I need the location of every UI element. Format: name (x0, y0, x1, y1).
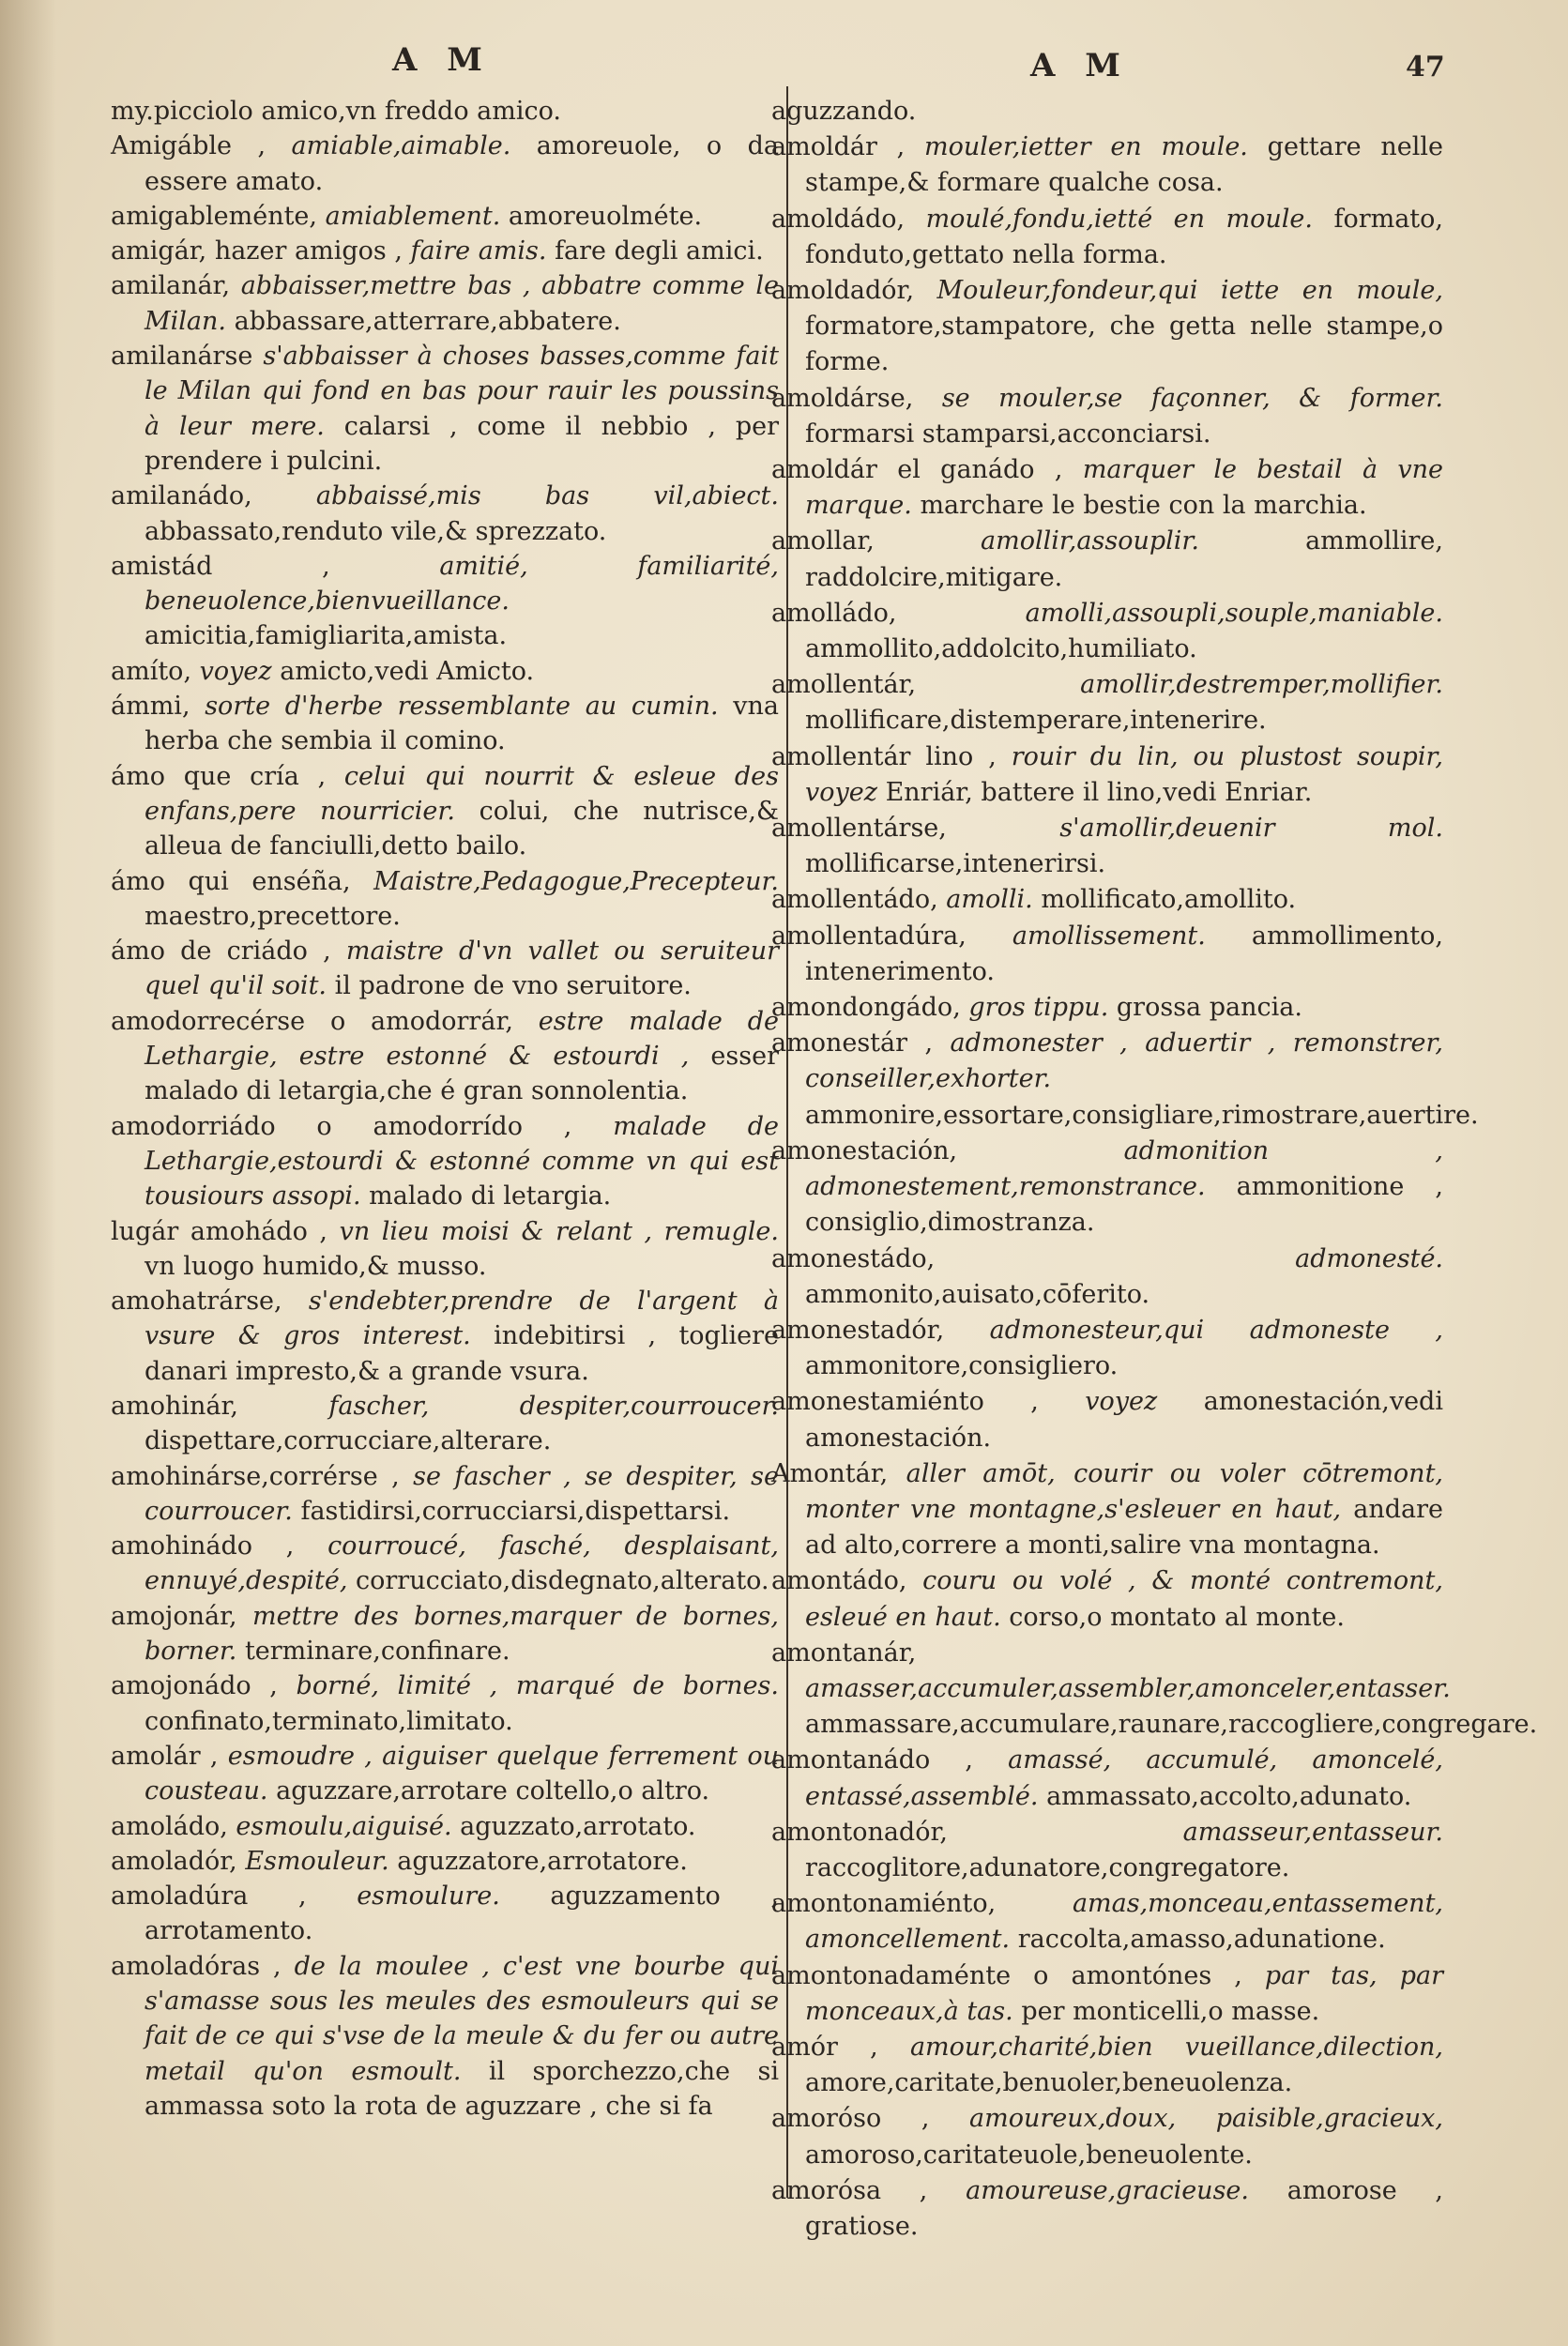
dictionary-entry (771, 1134, 1443, 1242)
entry-french: esmoulu,aiguisé. (236, 1811, 452, 1841)
entry-italian: indebitirsi , togliere danari impresto,& a grande vsura. (145, 1321, 779, 1386)
dictionary-entry (111, 1459, 779, 1530)
dictionary-entry (771, 94, 1443, 129)
entry-french: rouir du lin, ou plustost soupir, voyez (805, 741, 1443, 807)
entry-italian: ammonitione , consiglio,dimostranza. (805, 1172, 1443, 1238)
entry-headword: amoldadór, (771, 276, 915, 306)
dictionary-entry (771, 919, 1443, 990)
page-edge-shadow (0, 0, 56, 2346)
entry-headword: aguzzando. (771, 97, 917, 126)
entry-italian: abbassare,atterrare,abbatere. (234, 306, 621, 336)
entry-italian: mollificato,amollito. (1041, 885, 1297, 915)
dictionary-entry (771, 524, 1443, 595)
page-header (0, 41, 1568, 98)
entry-headword: amollentádo, (771, 885, 938, 915)
entry-headword: amollentárse, (771, 814, 947, 844)
entry-headword: amonestádo, (771, 1243, 936, 1273)
entry-italian: raccolta,amasso,adunatione. (1017, 1925, 1386, 1955)
entry-italian: vna herba che sembia il comino. (145, 692, 779, 756)
entry-french: amoureuse,gracieuse. (966, 2175, 1249, 2205)
entry-headword: amontádo, (771, 1566, 907, 1596)
dictionary-entry (111, 689, 779, 759)
entry-headword: amollentadúra, (771, 921, 967, 951)
entry-headword: amonestamiénto , (771, 1387, 1039, 1417)
entry-italian: ammollimento, intenerimento. (805, 921, 1443, 986)
entry-italian: aguzzare,arrotare coltello,o altro. (276, 1776, 710, 1806)
entry-headword: amolládo, (771, 598, 897, 628)
dictionary-entry (111, 1389, 779, 1459)
dictionary-entry (111, 129, 779, 199)
entry-italian: raccoglitore,adunatore,congregatore. (805, 1852, 1290, 1882)
entry-italian: per monticelli,o masse. (1021, 1996, 1320, 2026)
entry-italian: amonestación,vedi amonestación. (805, 1387, 1443, 1453)
entry-headword: amoróso , (771, 2104, 930, 2134)
dictionary-entry (771, 381, 1443, 452)
entry-french: s'endebter,prendre de l'argent à vsure & gros interest. (145, 1287, 779, 1351)
dictionary-entry (111, 654, 779, 689)
entry-french: courroucé, fasché, desplaisant, ennuyé,despité, (145, 1531, 779, 1596)
dictionary-entry (771, 202, 1443, 273)
dictionary-entry (771, 1456, 1443, 1564)
entry-italian: confinato,terminato,limitato. (145, 1706, 513, 1736)
dictionary-entry (771, 882, 1443, 918)
entry-french: amitié, familiarité, beneuolence,bienvueillance. (145, 551, 779, 617)
right-column (771, 94, 1538, 2245)
dictionary-entry (771, 739, 1443, 811)
entry-italian: formarsi stamparsi,acconciarsi. (805, 419, 1211, 449)
entry-french: mettre des bornes,marquer de bornes, borner. (145, 1601, 779, 1667)
entry-headword: amigár, hazer amigos , (111, 236, 403, 267)
dictionary-entry (771, 1886, 1443, 1958)
entry-french: amollir,destremper,mollifier. (1080, 670, 1443, 700)
entry-french: maistre d'vn vallet ou seruiteur quel qu'il soit. (145, 937, 779, 1001)
entry-italian: aguzzato,arrotato. (460, 1811, 696, 1841)
dictionary-entry (771, 667, 1443, 739)
entry-italian: marchare le bestie con la marchia. (920, 491, 1367, 521)
entry-headword: amolár , (111, 1741, 219, 1771)
entry-italian: amorose , gratiose. (805, 2175, 1443, 2241)
entry-italian: ammollito,addolcito,humiliato. (805, 634, 1197, 664)
entry-italian: amoroso,caritateuole,beneuolente. (805, 2140, 1253, 2170)
entry-italian: mollificare,distemperare,intenerire. (805, 706, 1267, 736)
entry-italian: Enriár, battere il lino,vedi Enriar. (885, 777, 1313, 807)
entry-french: abbaisser,mettre bas , abbatre comme le Milan. (145, 271, 779, 336)
entry-headword: Amigáble , (111, 131, 266, 161)
dictionary-entry (771, 452, 1443, 524)
dictionary-entry (111, 1214, 779, 1285)
entry-french: voyez (199, 656, 272, 686)
entry-headword: amoládo, (111, 1811, 228, 1841)
entry-italian: gettare nelle stampe,& formare qualche cosa. (805, 132, 1443, 198)
entry-italian: il sporchezzo,che si ammassa soto la rota de aguzzare , che si fa (145, 2056, 780, 2121)
entry-italian: ammonitore,consigliero. (805, 1351, 1119, 1381)
entry-italian: fare degli amici. (555, 236, 764, 267)
entry-italian: abbassato,renduto vile,& sprezzato. (145, 516, 607, 546)
entry-french: amolli,assoupli,souple,maniable. (1025, 598, 1443, 628)
dictionary-entry (771, 1815, 1443, 1886)
entry-french: Mouleur,fondeur,qui iette en moule, (936, 276, 1443, 306)
dictionary-entry (111, 94, 779, 129)
entry-french: admonester , aduertir , remonstrer, conseiller,exhorter. (805, 1028, 1443, 1094)
entry-french: admonesteur,qui admoneste , (989, 1315, 1443, 1345)
entry-headword: amistád , (111, 551, 330, 581)
entry-italian: ammonire,essortare,consigliare,rimostrare,auertire. (805, 1100, 1479, 1130)
dictionary-entry (771, 1026, 1479, 1134)
entry-italian: amoreuole, o da essere amato. (145, 131, 779, 196)
entry-headword: amonestár , (771, 1028, 934, 1059)
dictionary-entry (771, 1563, 1443, 1635)
dictionary-entry (111, 934, 779, 1004)
dictionary-entry (771, 1384, 1443, 1455)
entry-french: amas,monceau,entassement, amoncellement. (805, 1889, 1443, 1955)
entry-french: admonesté. (1295, 1243, 1443, 1273)
entry-headword: amoladúra , (111, 1881, 307, 1912)
entry-french: sorte d'herbe ressemblante au cumin. (205, 692, 719, 722)
running-head-right: A M (1030, 47, 1130, 84)
dictionary-entry (111, 1844, 779, 1879)
entry-italian: calarsi , come il nebbio , per prendere i pulcini. (145, 411, 779, 476)
entry-italian: amicto,vedi Amicto. (280, 656, 535, 686)
dictionary-entry (771, 1242, 1443, 1313)
entry-french: se fascher , se despiter, se courroucer. (145, 1461, 779, 1526)
entry-french: amolli. (946, 885, 1033, 915)
entry-french: vn lieu moisi & relant , remugle. (339, 1216, 779, 1246)
entry-french: amiable,aimable. (291, 131, 511, 161)
page-number: 47 (1406, 51, 1445, 84)
entry-french: Maistre,Pedagogue,Precepteur. (373, 866, 779, 896)
entry-french: estre malade de Lethargie, estre estonné & estourdi , (145, 1006, 779, 1072)
dictionary-entry (111, 1004, 779, 1109)
entry-french: de la moulee , c'est vne bourbe qui s'amasse sous les meules des esmouleurs qui se fait de ce qui s'vse de la meule & du fer ou autre metail qu'on esmoult. (145, 1951, 779, 2086)
entry-italian: ammassare,accumulare,raunare,raccogliere,congregare. (805, 1710, 1538, 1740)
entry-headword: amojonár, (111, 1601, 237, 1631)
entry-italian: malado di letargia. (369, 1181, 612, 1211)
dictionary-entry (771, 990, 1443, 1026)
entry-french: marquer le bestail à vne marque. (805, 455, 1443, 521)
entry-italian: mollificarse,intenerirsi. (805, 849, 1106, 879)
entry-italian: maestro,precettore. (145, 901, 401, 931)
entry-headword: amodorriádo o amodorrído , (111, 1111, 572, 1141)
entry-french: amasseur,entasseur. (1182, 1817, 1443, 1847)
dictionary-entry (111, 759, 779, 864)
entry-italian: corso,o montato al monte. (1009, 1602, 1345, 1632)
entry-french: se mouler,se façonner, & former. (941, 383, 1443, 413)
entry-headword: amoladór, (111, 1846, 237, 1876)
entry-headword: amigableménte, (111, 201, 317, 231)
entry-french: abbaissé,mis bas vil,abiect. (315, 481, 779, 511)
entry-headword: Amontár, (771, 1458, 889, 1488)
dictionary-entry (771, 1313, 1443, 1384)
dictionary-entry (771, 2101, 1443, 2172)
entry-french: amollissement. (1012, 921, 1206, 951)
entry-french: amiablement. (325, 201, 501, 231)
entry-headword: amoladóras , (111, 1951, 282, 1981)
entry-italian: formatore,stampatore, che getta nelle stampe,o forme. (805, 312, 1443, 377)
entry-headword: amontanádo , (771, 1745, 974, 1775)
entry-italian: terminare,confinare. (244, 1637, 510, 1667)
entry-italian: vn luogo humido,& musso. (145, 1251, 487, 1281)
entry-italian: fastidirsi,corrucciarsi,dispettarsi. (300, 1496, 731, 1526)
entry-french: moulé,fondu,ietté en moule. (925, 204, 1313, 234)
entry-headword: my.picciolo amico,vn freddo amico. (111, 97, 562, 126)
entry-french: faire amis. (410, 236, 547, 267)
dictionary-entry (771, 2030, 1443, 2101)
entry-italian: aguzzamento , arrotamento. (145, 1881, 779, 1946)
entry-headword: amohinár, (111, 1391, 238, 1421)
entry-headword: ámo qui enséña, (111, 866, 351, 896)
entry-headword: amilanár, (111, 271, 231, 301)
dictionary-entry (111, 1809, 779, 1844)
entry-french: esmoudre , aiguiser quelque ferrement ou cousteau. (145, 1741, 779, 1806)
dictionary-entry (111, 479, 779, 549)
dictionary-entry (111, 549, 779, 654)
entry-french: amour,charité,bien vueillance,dilection, (909, 2032, 1443, 2062)
dictionary-entry (111, 234, 779, 268)
entry-headword: amonestación, (771, 1135, 958, 1165)
entry-italian: corrucciato,disdegnato,alterato. (356, 1566, 769, 1596)
entry-french: mouler,ietter en moule. (923, 132, 1248, 162)
entry-headword: amohinárse,corrérse , (111, 1461, 400, 1491)
entry-french: par tas, par monceaux,à tas. (805, 1960, 1443, 2026)
entry-headword: amorósa , (771, 2175, 928, 2205)
entry-french: voyez (1085, 1387, 1158, 1417)
entry-headword: amonestadór, (771, 1315, 945, 1345)
entry-italian: esser malado di letargia,che é gran sonnolentia. (145, 1042, 779, 1106)
entry-headword: amodorrecérse o amodorrár, (111, 1006, 513, 1036)
entry-italian: ammollire, raddolcire,mitigare. (805, 526, 1443, 592)
entry-french: fascher, despiter,courroucer. (328, 1391, 779, 1421)
dictionary-entry (111, 1284, 779, 1389)
entry-headword: amontonadaménte o amontónes , (771, 1960, 1242, 1990)
entry-headword: amohatrárse, (111, 1287, 282, 1317)
entry-italian: amicitia,famigliarita,amista. (145, 621, 508, 651)
dictionary-entry (111, 268, 779, 339)
entry-french: amasser,accumuler,assembler,amonceler,entasser. (805, 1673, 1451, 1703)
entry-italian: colui, che nutrisce,& alleua de fanciulli,detto bailo. (145, 796, 779, 861)
dictionary-entry (111, 339, 779, 479)
entry-french: amollir,assouplir. (981, 526, 1199, 556)
dictionary-entry (771, 1636, 1538, 1744)
entry-french: celui qui nourrit & esleue des enfans,pere nourricier. (145, 761, 779, 826)
entry-headword: amoldárse, (771, 383, 914, 413)
dictionary-entry (111, 1879, 779, 1949)
entry-french: gros tippu. (968, 993, 1109, 1023)
entry-french: Esmouleur. (245, 1846, 389, 1876)
entry-italian: aguzzatore,arrotatore. (397, 1846, 688, 1876)
entry-french: borné, limité , marqué de bornes. (296, 1671, 779, 1701)
dictionary-entry (111, 1739, 779, 1809)
entry-headword: amontonadór, (771, 1817, 948, 1847)
entry-headword: amondongádo, (771, 993, 961, 1023)
left-column (111, 94, 779, 2124)
entry-french: s'amollir,deuenir mol. (1059, 814, 1443, 844)
entry-headword: ámo de criádo , (111, 937, 331, 967)
entry-headword: amohinádo , (111, 1531, 295, 1561)
dictionary-entry (111, 199, 779, 234)
entry-headword: lugár amohádo , (111, 1216, 327, 1246)
entry-italian: formato, fonduto,gettato nella forma. (805, 204, 1443, 269)
entry-headword: amollar, (771, 526, 875, 556)
dictionary-entry (771, 1958, 1443, 2030)
dictionary-entry (771, 1743, 1443, 1814)
entry-italian: il padrone de vno seruitore. (334, 971, 692, 1001)
entry-french: s'abbaisser à choses basses,comme fait le Milan qui fond en bas pour rauir les poussins à leur mere. (145, 342, 779, 441)
entry-italian: ammonito,auisato,cōferito. (805, 1279, 1150, 1309)
dictionary-entry (111, 1529, 779, 1599)
entry-italian: dispettare,corrucciare,alterare. (145, 1426, 552, 1456)
dictionary-entry (771, 596, 1443, 667)
dictionary-entry (771, 273, 1443, 381)
entry-headword: amór , (771, 2032, 878, 2062)
entry-headword: ámmi, (111, 692, 190, 722)
entry-headword: amoldádo, (771, 204, 906, 234)
entry-italian: amoreuolméte. (508, 201, 703, 231)
entry-headword: amontonamiénto, (771, 1889, 997, 1919)
dictionary-entry (111, 1109, 779, 1214)
dictionary-entry (111, 1668, 779, 1739)
entry-headword: amoldár , (771, 132, 906, 162)
entry-headword: amollentár, (771, 670, 917, 700)
entry-headword: ámo que cría , (111, 761, 327, 791)
entry-italian: andare ad alto,correre a monti,salire vna montagna. (805, 1494, 1443, 1561)
entry-headword: amíto, (111, 656, 192, 686)
entry-french: admonition , admonestement,remonstrance. (805, 1135, 1443, 1202)
entry-headword: amilanádo, (111, 481, 252, 511)
entry-french: malade de Lethargie,estourdi & estonné comme vn qui est tousiours assopi. (145, 1111, 779, 1211)
running-head-left: A M (392, 41, 492, 79)
dictionary-entry (111, 1949, 779, 2124)
entry-italian: grossa pancia. (1116, 993, 1302, 1023)
dictionary-entry (771, 129, 1443, 201)
entry-french: aller amōt, courir ou voler cōtremont, monter vne montagne,s'esleuer en haut, (805, 1458, 1444, 1524)
entry-headword: amojonádo , (111, 1671, 278, 1701)
entry-french: couru ou volé , & monté contremont, esleué en haut. (805, 1566, 1443, 1632)
entry-headword: amollentár lino , (771, 741, 997, 771)
entry-french: amoureux,doux, paisible,gracieux, (969, 2104, 1443, 2134)
entry-headword: amontanár, (771, 1638, 917, 1668)
dictionary-entry (111, 1599, 779, 1669)
entry-french: amassé, accumulé, amoncelé, entassé,assemblé. (805, 1745, 1443, 1811)
entry-french: esmoulure. (357, 1881, 500, 1912)
dictionary-entry (771, 811, 1443, 882)
dictionary-entry (771, 2173, 1443, 2245)
entry-italian: ammassato,accolto,adunato. (1046, 1781, 1412, 1811)
entry-headword: amoldár el ganádo , (771, 455, 1063, 485)
entry-headword: amilanárse (111, 342, 253, 372)
entry-italian: amore,caritate,benuoler,beneuolenza. (805, 2068, 1293, 2098)
dictionary-entry (111, 864, 779, 935)
